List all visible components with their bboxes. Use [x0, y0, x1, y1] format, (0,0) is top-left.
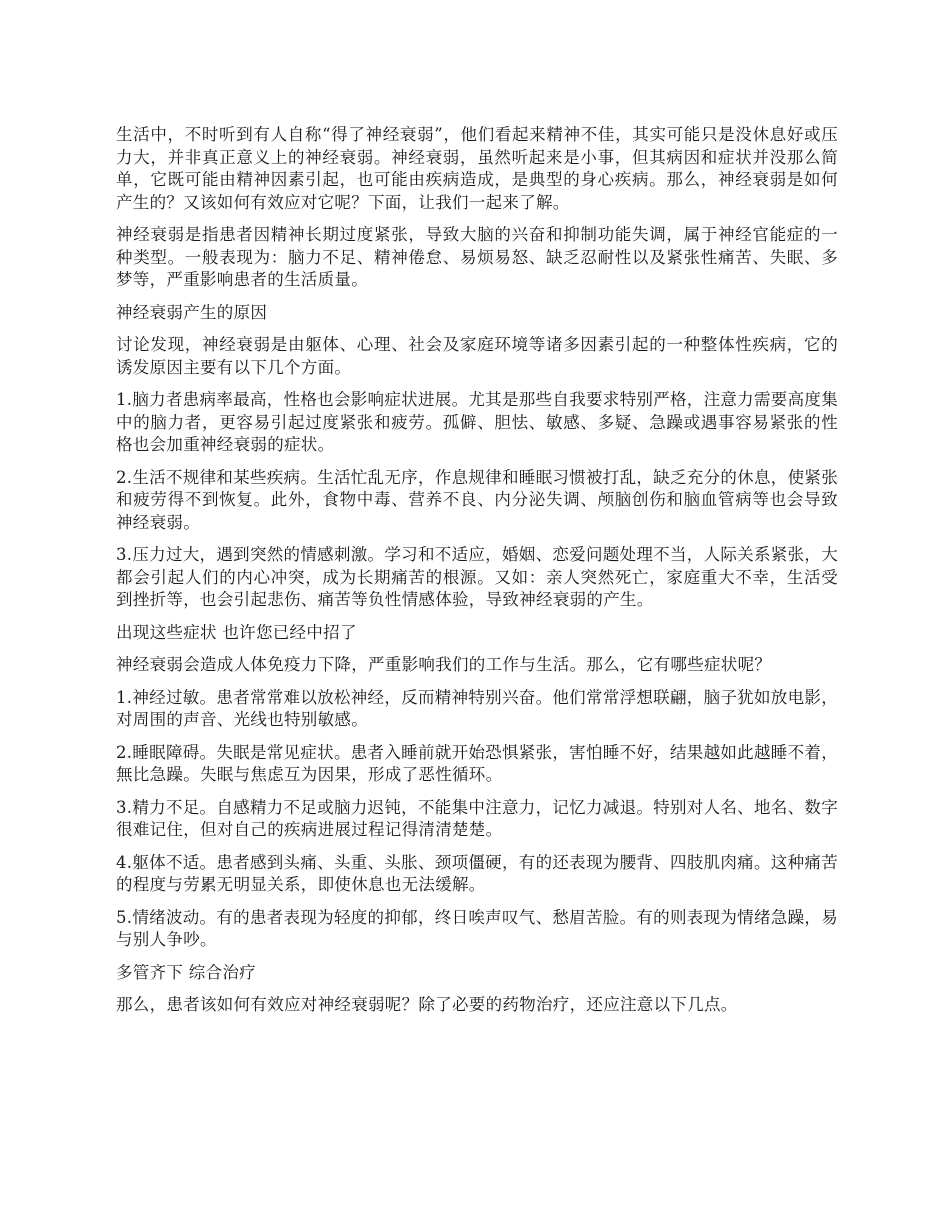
- paragraph-intro: 生活中，不时听到有人自称“得了神经衰弱”，他们看起来精神不佳，其实可能只是没休息好或压力大，并非真正意义上的神经衰弱。神经衰弱，虽然听起来是小事，但其病因和症状并没那么简单，它既可能由精神因素引起，也可能由疾病造成，是典型的身心疾病。那么，神经衰弱是如何产生的？又该如何有效应对它呢？下面，让我们一起来了解。: [116, 125, 838, 212]
- paragraph-definition: 神经衰弱是指患者因精神长期过度紧张，导致大脑的兴奋和抑制功能失调，属于神经官能症的一种类型。一般表现为：脑力不足、精神倦怠、易烦易怒、缺乏忍耐性以及紧张性痛苦、失眠、多梦等，严重影响患者的生活质量。: [116, 225, 838, 289]
- paragraph-cause-3: 3.压力过大，遇到突然的情感刺激。学习和不适应，婚姻、恋爱问题处理不当，人际关系紧张，大都会引起人们的内心冲突，成为长期痛苦的根源。又如：亲人突然死亡，家庭重大不幸，生活受到挫折等，也会引起悲伤、痛苦等负性情感体验，导致神经衰弱的产生。: [116, 545, 838, 609]
- section-heading-symptoms: 出现这些症状 也许您已经中招了: [116, 622, 357, 642]
- paragraph-symptom-3: 3.精力不足。自感精力不足或脑力迟钝，不能集中注意力，记忆力减退。特别对人名、地名、数字很难记住，但对自己的疾病进展过程记得清清楚楚。: [116, 797, 838, 839]
- paragraph-causes-intro: 讨论发现，神经衰弱是由躯体、心理、社会及家庭环境等诸多因素引起的一种整体性疾病，它的诱发原因主要有以下几个方面。: [116, 335, 838, 377]
- section-heading-causes: 神经衰弱产生的原因: [116, 302, 268, 322]
- paragraph-treatment-intro: 那么，患者该如何有效应对神经衰弱呢？除了必要的药物治疗，还应注意以下几点。: [116, 995, 738, 1014]
- paragraph-symptom-2: 2.睡眠障碍。失眠是常见症状。患者入睡前就开始恐惧紧张，害怕睡不好，结果越如此越睡不着，無比急躁。失眠与焦虑互为因果，形成了恶性循环。: [116, 742, 838, 784]
- paragraph-cause-2: 2.生活不规律和某些疾病。生活忙乱无序，作息规律和睡眠习惯被打乱，缺乏充分的休息，使紧张和疲劳得不到恢复。此外，食物中毒、营养不良、内分泌失调、颅脑创伤和脑血管病等也会导致神经衰弱。: [116, 467, 838, 532]
- document-body: [116, 124, 838, 1027]
- paragraph-symptom-1: 1.神经过敏。患者常常难以放松神经，反而精神特别兴奋。他们常常浮想联翩，脑子犹如放电影，对周围的声音、光线也特别敏感。: [116, 687, 838, 729]
- paragraph-symptom-4: 4.躯体不适。患者感到头痛、头重、头胀、颈项僵硬，有的还表现为腰背、四肢肌肉痛。这种痛苦的程度与劳累无明显关系，即使休息也无法缓解。: [116, 852, 838, 894]
- paragraph-symptom-5: 5.情绪波动。有的患者表现为轻度的抑郁，终日唉声叹气、愁眉苦脸。有的则表现为情绪急躁，易与别人争吵。: [116, 907, 838, 949]
- paragraph-cause-1: 1.脑力者患病率最高，性格也会影响症状进展。尤其是那些自我要求特别严格，注意力需要高度集中的脑力者，更容易引起过度紧张和疲劳。孤僻、胆怯、敏感、多疑、急躁或遇事容易紧张的性格也会加重神经衰弱的症状。: [116, 390, 838, 454]
- paragraph-symptoms-intro: 神经衰弱会造成人体免疫力下降，严重影响我们的工作与生活。那么，它有哪些症状呢？: [116, 655, 772, 674]
- section-heading-treatment: 多管齐下 综合治疗: [116, 962, 256, 982]
